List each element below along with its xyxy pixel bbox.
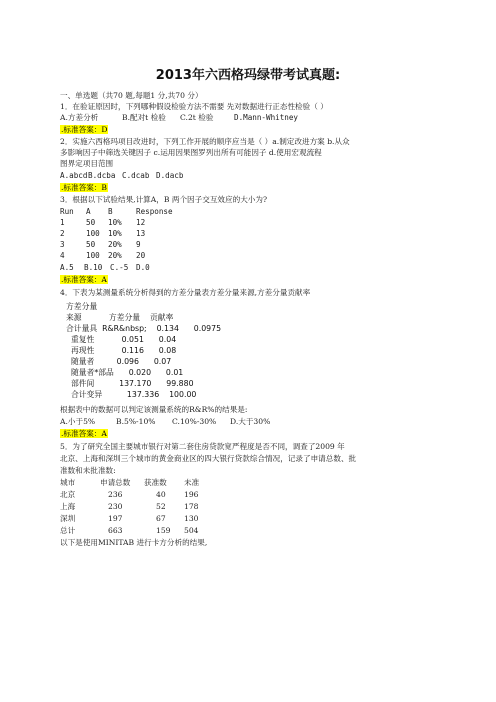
q3-header-run: Run bbox=[60, 207, 74, 216]
table-cell: 深圳 bbox=[60, 514, 76, 523]
table-row bbox=[60, 525, 199, 536]
table-cell: 总计 bbox=[60, 526, 76, 535]
q1-option-d: D.Mann-Whitney bbox=[234, 113, 299, 122]
table-cell: 100 bbox=[86, 229, 100, 238]
q3-stem: 3．根据以下试验结果,计算A，B 两个因子交互效应的大小为? bbox=[60, 195, 268, 204]
q2-line1: 2．实施六西格玛项目改进时，下列工作开展的顺序应当是（ ）a.制定改进方案 b.从众 bbox=[60, 137, 350, 146]
table-cell: 2 bbox=[60, 229, 65, 238]
q5-header-total: 申请总数 bbox=[100, 478, 131, 487]
q3-option-d: D.0 bbox=[136, 263, 150, 272]
table-cell: 50 bbox=[86, 240, 96, 249]
table-cell: 北京 bbox=[60, 490, 76, 499]
table-cell: 1 bbox=[60, 218, 65, 227]
q5-line3: 准数和未批准数: bbox=[60, 466, 116, 475]
table-cell: 20% bbox=[108, 240, 122, 249]
q5-footer: 以下是使用MINITAB 进行卡方分析的结果, bbox=[60, 538, 208, 547]
q1-option-c: C.2t 检验 bbox=[180, 113, 214, 122]
table-row bbox=[60, 228, 145, 239]
q5-table-header bbox=[60, 477, 199, 488]
q2-option-a: A.abcd bbox=[60, 171, 88, 180]
table-cell: 9 bbox=[136, 240, 141, 249]
q2-options bbox=[60, 170, 183, 181]
q4-followup: 根据表中的数据可以判定该测量系统的R&R%的结果是: bbox=[60, 405, 248, 414]
table-cell: 663 bbox=[108, 526, 123, 535]
q5-header-city: 城市 bbox=[60, 478, 76, 487]
q1-stem: 1．在验证原因时，下列哪种假设检验方法不需要 先对数据进行正态性检验（ ） bbox=[60, 102, 328, 111]
table-cell: 12 bbox=[136, 218, 146, 227]
table-cell: 3 bbox=[60, 240, 65, 249]
table-row bbox=[60, 250, 145, 261]
q1-option-a: A.方差分析 bbox=[60, 113, 99, 122]
q3-option-c: C.-5 bbox=[110, 263, 129, 272]
q2-option-d: D.dacb bbox=[156, 171, 184, 180]
table-cell: 230 bbox=[108, 502, 123, 511]
q4-option-a: A.小于5% bbox=[60, 417, 96, 426]
table-cell: 67 bbox=[156, 514, 166, 523]
q5-header-approved: 获准数 bbox=[144, 478, 167, 487]
anova-line: 随量者*部品 0.020 0.01 bbox=[66, 368, 184, 377]
q3-option-b: B.10 bbox=[84, 263, 103, 272]
table-cell: 196 bbox=[184, 490, 199, 499]
anova-line: 随量者 0.096 0.07 bbox=[66, 357, 172, 366]
table-cell: 13 bbox=[136, 229, 146, 238]
table-row bbox=[60, 217, 145, 228]
anova-line: 合计量具 R&R&nbsp; 0.134 0.0975 bbox=[66, 324, 222, 333]
q4-options bbox=[60, 416, 270, 427]
q3-header-a: A bbox=[86, 207, 91, 216]
q3-option-a: A.5 bbox=[60, 263, 74, 272]
q3-header-response: Response bbox=[136, 207, 173, 216]
anova-line: 部件间 137.170 99.880 bbox=[66, 379, 194, 388]
q4-option-b: B.5%-10% bbox=[116, 417, 156, 426]
q4-stem: 4．下表为某测量系统分析得到的方差分量表方差分量来源,方差分量贡献率 bbox=[60, 288, 311, 297]
q3-options bbox=[60, 262, 150, 273]
section-heading: 一、单选题（共70 题,每题1 分,共70 分） bbox=[60, 91, 203, 100]
q5-line1: 5．为了研究全国主要城市银行对第二套住房贷款宽严程度是否不同，调查了2009 年 bbox=[60, 442, 345, 451]
table-cell: 178 bbox=[184, 502, 199, 511]
q4-option-d: D.大于30% bbox=[230, 417, 271, 426]
table-cell: 100 bbox=[86, 251, 100, 260]
table-cell: 197 bbox=[108, 514, 123, 523]
page-title: 2013年六西格玛绿带考试真题: bbox=[155, 68, 341, 83]
q2-option-c: C.dcab bbox=[122, 171, 150, 180]
q2-option-b: B.dcba bbox=[88, 171, 116, 180]
table-cell: 4 bbox=[60, 251, 65, 260]
table-cell: 159 bbox=[156, 526, 171, 535]
anova-line: 来源 方差分量 贡献率 bbox=[66, 313, 174, 322]
table-row bbox=[60, 489, 199, 500]
q1-answer: .标准答案：D bbox=[61, 125, 108, 134]
q2-line3: 图界定项目范围 bbox=[60, 159, 114, 168]
table-cell: 52 bbox=[156, 502, 166, 511]
table-cell: 上海 bbox=[60, 502, 76, 511]
q5-line2: 北京、上海和深圳三个城市的黄金商业区的四大银行贷款综合情况，记录了申请总数、批 bbox=[60, 454, 357, 463]
table-row bbox=[60, 501, 199, 512]
q3-table-header bbox=[60, 206, 173, 217]
table-cell: 236 bbox=[108, 490, 123, 499]
table-cell: 40 bbox=[156, 490, 166, 499]
anova-title: 方差分量 bbox=[66, 302, 98, 311]
table-cell: 10% bbox=[108, 229, 122, 238]
table-cell: 20 bbox=[136, 251, 146, 260]
table-cell: 10% bbox=[108, 218, 122, 227]
q2-answer: .标准答案：B bbox=[61, 183, 107, 192]
q3-answer: .标准答案：A bbox=[61, 275, 107, 284]
q1-option-b: B.配对t 检验 bbox=[122, 113, 166, 122]
table-cell: 20% bbox=[108, 251, 122, 260]
table-cell: 504 bbox=[184, 526, 199, 535]
q4-option-c: C.10%-30% bbox=[172, 417, 217, 426]
anova-line: 重复性 0.051 0.04 bbox=[66, 335, 177, 344]
q4-answer: .标准答案：A bbox=[61, 429, 107, 438]
q5-header-rejected: 未准 bbox=[184, 478, 200, 487]
anova-line: 再现性 0.116 0.08 bbox=[66, 346, 177, 355]
q1-options bbox=[60, 112, 298, 123]
q3-header-b: B bbox=[108, 207, 113, 216]
anova-line: 合计变异 137.336 100.00 bbox=[66, 390, 197, 399]
table-row bbox=[60, 239, 141, 250]
table-row bbox=[60, 513, 199, 524]
table-cell: 130 bbox=[184, 514, 199, 523]
table-cell: 50 bbox=[86, 218, 96, 227]
q2-line2: 多影响因子中筛选关键因子 c.运用因果图罗列出所有可能因子 d.使用宏观流程 bbox=[60, 148, 322, 157]
